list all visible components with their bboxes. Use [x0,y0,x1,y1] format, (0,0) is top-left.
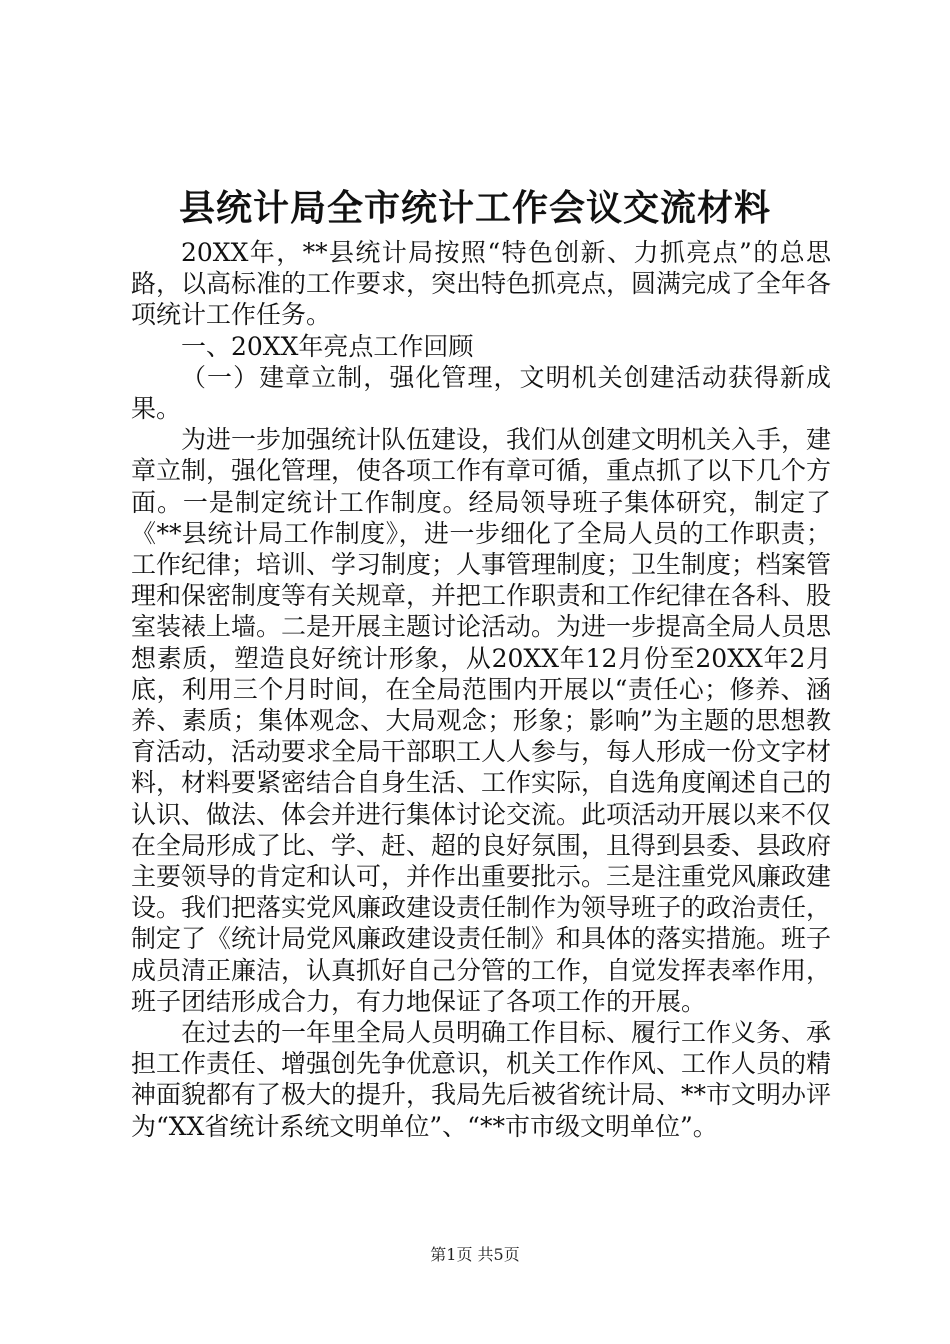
body-paragraph: 在过去的一年里全局人员明确工作目标、履行工作义务、承担工作责任、增强创先争优意识，机关工作作风、工作人员的精神面貌都有了极大的提升，我局先后被省统计局、**市文明办评为“XX省统计系统文明单位”、“**市市级文明单位”。 [131,1018,832,1141]
subsection-heading: （一）建章立制，强化管理，文明机关创建活动获得新成果。 [131,362,831,424]
document-title: 县统计局全市统计工作会议交流材料 [178,187,771,229]
body-paragraph: 为进一步加强统计队伍建设，我们从创建文明机关入手，建章立制，强化管理，使各项工作有章可循，重点抓了以下几个方面。一是制定统计工作制度。经局领导班子集体研究，制定了《**县统计局工作制度》，进一步细化了全局人员的工作职责；工作纪律；培训、学习制度；人事管理制度；卫生制度；档案管理和保密制度等有关规章，并把工作职责和工作纪律在各科、股室装裱上墙。二是开展主题讨论活动。为进一步提高全局人员思想素质，塑造良好统计形象，从20XX年12月份至20XX年2月底，利用三个月时间，在全局范围内开展以“责任心；修养、涵养、素质；集体观念、大局观念；形象；影响”为主题的思想教育活动，活动要求全局干部职工人人参与，每人形成一份文字材料，材料要紧密结合自身生活、工作实际，自选角度阐述自己的认识、做法、体会并进行集体讨论交流。此项活动开展以来不仅在全局形成了比、学、赶、超的良好氛围，且得到县委、县政府主要领导的肯定和认可，并作出重要批示。三是注重党风廉政建设。我们把落实党风廉政建设责任制作为领导班子的政治责任，制定了《统计局党风廉政建设责任制》和具体的落实措施。班子成员清正廉洁，认真抓好自己分管的工作，自觉发挥表率作用，班子团结形成合力，有力地保证了各项工作的开展。 [131,425,832,1016]
page-footer: 第1页 共5页 [430,1245,520,1264]
document-body [131,237,831,1142]
intro-paragraph: 20XX年，**县统计局按照“特色创新、力抓亮点”的总思路，以高标准的工作要求，突出特色抓亮点，圆满完成了全年各项统计工作任务。 [131,238,832,330]
section-heading: 一、20XX年亮点工作回顾 [181,331,474,361]
